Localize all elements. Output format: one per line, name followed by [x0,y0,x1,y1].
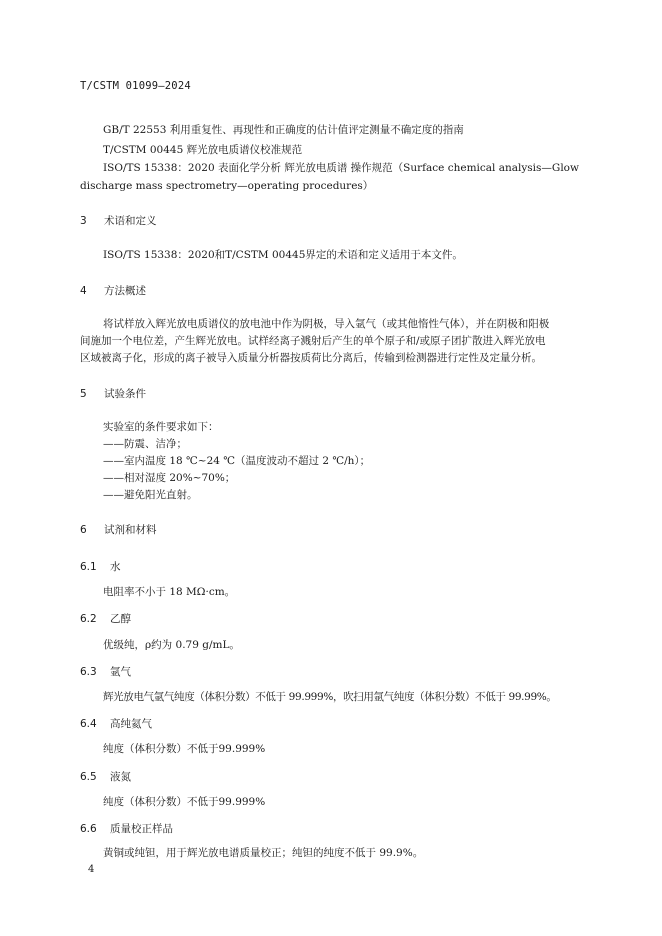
section-number: 5 [80,388,87,400]
subsection-heading-6-4 [80,716,152,731]
reference-item: GB/T 22553 利用重复性、再现性和正确度的估计值评定测量不确定度的指南 [103,124,464,136]
reference-item-continuation: discharge mass spectrometry—operating procedures） [80,180,374,192]
section-number: 3 [80,215,87,227]
section-4-body-line: 将试样放入辉光放电质谱仪的放电池中作为阴极，导入氩气（或其他惰性气体），并在阴极和阳极 [103,318,550,330]
subsection-title: 氩气 [110,666,131,678]
section-number: 6 [80,524,87,536]
subsection-number: 6.6 [80,823,97,835]
subsection-body: 纯度（体积分数）不低于99.999% [103,796,266,808]
subsection-heading-6-6 [80,821,173,836]
page-number: 4 [88,864,95,875]
condition-item: ——防震、洁净； [103,438,187,450]
section-title: 术语和定义 [104,215,157,227]
section-3-body: ISO/TS 15338：2020和T/CSTM 00445界定的术语和定义适用于本文件。 [103,249,463,261]
subsection-number: 6.4 [80,718,97,730]
subsection-heading-6-2 [80,611,131,626]
subsection-number: 6.1 [80,561,97,573]
subsection-body: 辉光放电气氩气纯度（体积分数）不低于 99.999%，吹扫用氩气纯度（体积分数）不低于 99.99%。 [103,691,557,703]
subsection-body: 黄铜或纯钽，用于辉光放电谱质量校正；纯钽的纯度不低于 99.9%。 [103,847,424,859]
subsection-title: 水 [110,561,121,573]
reference-item: ISO/TS 15338：2020 表面化学分析 辉光放电质谱 操作规范（Surface chemical analysis—Glow [103,162,579,174]
condition-item: ——避免阳光直射。 [103,489,198,501]
section-title: 方法概述 [104,285,146,297]
subsection-body: 电阻率不小于 18 MΩ·cm。 [103,586,236,598]
section-heading-5 [80,386,146,401]
subsection-title: 高纯氦气 [110,718,152,730]
condition-item: ——相对湿度 20%~70%； [103,472,236,484]
subsection-heading-6-1 [80,559,121,574]
subsection-number: 6.2 [80,613,97,625]
subsection-title: 质量校正样品 [110,823,173,835]
condition-item: ——室内温度 18 ℃~24 ℃（温度波动不超过 2 ℃/h）； [103,455,371,467]
section-4-body-line: 间施加一个电位差，产生辉光放电。试样经离子溅射后产生的单个原子和/或原子团扩散进入辉光放电 [80,335,546,347]
section-heading-4 [80,283,146,298]
subsection-body: 纯度（体积分数）不低于99.999% [103,743,266,755]
subsection-title: 乙醇 [110,613,131,625]
section-title: 试剂和材料 [104,524,157,536]
subsection-number: 6.5 [80,771,97,783]
section-5-intro: 实验室的条件要求如下： [103,421,219,433]
subsection-title: 液氮 [110,771,131,783]
subsection-number: 6.3 [80,666,97,678]
subsection-body: 优级纯，ρ约为 0.79 g/mL。 [103,639,240,651]
section-number: 4 [80,285,87,297]
section-heading-3 [80,213,157,228]
reference-item: T/CSTM 00445 辉光放电质谱仪校准规范 [103,144,303,156]
section-4-body-line: 区域被离子化，形成的离子被导入质量分析器按质荷比分离后，传输到检测器进行定性及定量分析。 [80,352,542,364]
section-heading-6 [80,522,157,537]
subsection-heading-6-5 [80,769,131,784]
section-title: 试验条件 [104,388,146,400]
subsection-heading-6-3 [80,664,131,679]
document-code-header: T/CSTM 01099—2024 [80,80,191,92]
